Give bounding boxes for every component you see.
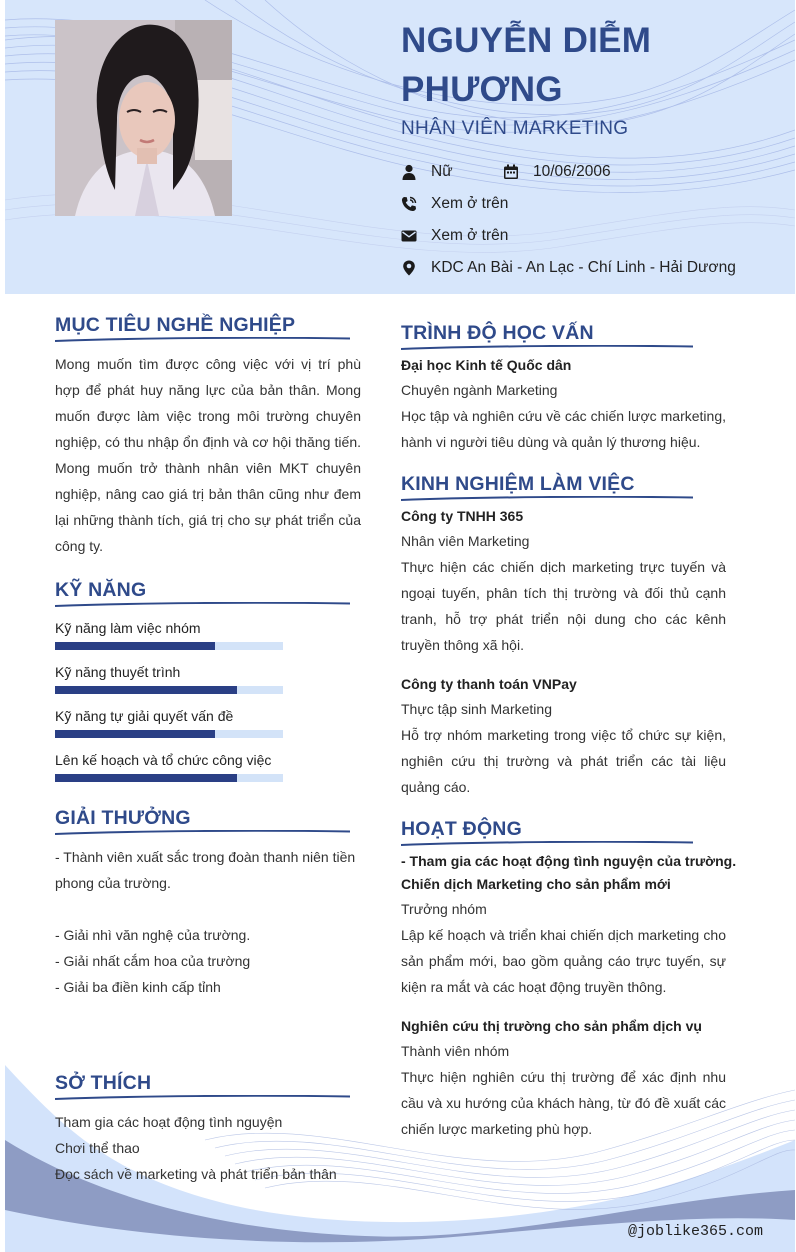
education-description: Học tập và nghiên cứu về các chiến lược marketing, hành vi người tiêu dùng và quản lý thương hiệu. — [401, 408, 726, 450]
activity-description: Lập kế hoạch và triển khai chiến dịch marketing cho sản phẩm mới, bao gồm quảng cáo trực tuyến, sự kiện ra mắt và các hoạt động truyền thông. — [401, 927, 726, 995]
education-underline — [401, 345, 693, 351]
experience-company: Công ty thanh toán VNPay — [401, 676, 577, 692]
activities-heading: HOẠT ĐỘNG — [401, 818, 522, 840]
phone-value: Xem ở trên — [431, 195, 509, 212]
activity-description: Thực hiện nghiên cứu thị trường để xác định nhu cầu và xu hướng của khách hàng, từ đó đề xuất các chiến lược marketing phù hợp. — [401, 1069, 726, 1137]
skill-bar-fill — [55, 774, 237, 782]
experience-role: Thực tập sinh Marketing — [401, 701, 552, 717]
awards-underline — [55, 830, 350, 836]
name-line-1: NGUYỄN DIỄM — [401, 21, 652, 60]
portrait-image — [55, 20, 232, 216]
award-line: - Giải nhì văn nghệ của trường. — [55, 927, 251, 943]
hobbies-heading: SỞ THÍCH — [55, 1072, 152, 1094]
resume-page — [5, 0, 795, 1252]
experience-description: Hỗ trợ nhóm marketing trong việc tổ chức sự kiện, nghiên cứu thị trường và phát triển các tài liệu quảng cáo. — [401, 727, 726, 795]
skill-bar-fill — [55, 730, 215, 738]
skill-bar — [55, 642, 283, 650]
education-heading: TRÌNH ĐỘ HỌC VẤN — [401, 322, 594, 344]
watermark-text: @joblike365.com — [627, 1223, 763, 1240]
phone-icon — [401, 196, 417, 212]
award-line: - Giải nhất cắm hoa của trường — [55, 953, 251, 969]
activities-underline — [401, 841, 693, 847]
skills-heading: KỸ NĂNG — [55, 579, 147, 601]
envelope-icon — [401, 228, 417, 244]
objective-text: Mong muốn tìm được công việc với vị trí phù hợp để phát huy năng lực của bản thân. Mong muốn được làm việc trong môi trường chuyên nghiệp, có thu nhập ổn định và cơ hội thăng tiến. Mong muốn trở thành nhân viên MKT chuyên nghiệp, nâng cao giá trị bản thân cũng như đem lại những thành tích, giá trị cho sự phát triển của công ty. — [55, 356, 361, 554]
activity-role: Trưởng nhóm — [401, 901, 487, 917]
email-value: Xem ở trên — [431, 227, 509, 244]
experience-company: Công ty TNHH 365 — [401, 508, 524, 524]
birthdate-value: 10/06/2006 — [533, 163, 611, 180]
experience-role: Nhân viên Marketing — [401, 533, 530, 549]
award-line: phong của trường. — [55, 875, 171, 891]
skill-bar — [55, 774, 283, 782]
education-school: Đại học Kinh tế Quốc dân — [401, 357, 572, 373]
phone-row — [401, 192, 508, 216]
job-title: NHÂN VIÊN MARKETING — [401, 118, 629, 139]
header — [5, 0, 795, 294]
skill-label: Kỹ năng tự giải quyết vấn đề — [55, 708, 234, 724]
gender-value: Nữ — [431, 163, 453, 180]
skill-label: Kỹ năng làm việc nhóm — [55, 620, 201, 636]
experience-description: Thực hiện các chiến dịch marketing trực tuyến và ngoại tuyến, phân tích thị trường và đối thủ cạnh tranh, hỗ trợ phát triển nội dung cho các kênh truyền thông xã hội. — [401, 559, 726, 653]
awards-heading: GIẢI THƯỞNG — [55, 807, 191, 829]
calendar-icon — [503, 164, 519, 180]
skill-label: Lên kế hoạch và tổ chức công việc — [55, 752, 272, 768]
skill-bar — [55, 730, 283, 738]
objective-underline — [55, 337, 350, 343]
person-icon — [401, 164, 417, 180]
experience-underline — [401, 496, 693, 502]
hobby-item: Đọc sách về marketing và phát triển bản thân — [55, 1166, 337, 1182]
skill-bar — [55, 686, 283, 694]
gender-birthdate-row — [401, 160, 611, 184]
activity-heading: - Tham gia các hoạt động tình nguyện của trường. — [401, 853, 737, 869]
experience-heading: KINH NGHIỆM LÀM VIỆC — [401, 473, 635, 495]
address-row — [401, 256, 736, 280]
award-line: - Thành viên xuất sắc trong đoàn thanh niên tiền — [55, 849, 356, 865]
hobby-item: Chơi thể thao — [55, 1140, 140, 1156]
skill-bar-fill — [55, 686, 237, 694]
education-major: Chuyên ngành Marketing — [401, 382, 558, 398]
activity-heading: Nghiên cứu thị trường cho sản phẩm dịch vụ — [401, 1018, 702, 1034]
skills-underline — [55, 602, 350, 608]
name-line-2: PHƯƠNG — [401, 70, 563, 109]
objective-heading: MỤC TIÊU NGHỀ NGHIỆP — [55, 314, 296, 336]
location-pin-icon — [401, 260, 417, 276]
hobby-item: Tham gia các hoạt động tình nguyện — [55, 1114, 283, 1130]
email-row — [401, 224, 508, 248]
hobbies-underline — [55, 1095, 350, 1101]
award-line: - Giải ba điền kinh cấp tỉnh — [55, 979, 221, 995]
activity-heading: Chiến dịch Marketing cho sản phẩm mới — [401, 876, 671, 892]
skill-label: Kỹ năng thuyết trình — [55, 664, 181, 680]
profile-photo — [55, 20, 232, 216]
candidate-name — [401, 16, 771, 114]
address-value: KDC An Bài - An Lạc - Chí Linh - Hải Dương — [431, 259, 736, 276]
skill-bar-fill — [55, 642, 215, 650]
activity-role: Thành viên nhóm — [401, 1043, 510, 1059]
